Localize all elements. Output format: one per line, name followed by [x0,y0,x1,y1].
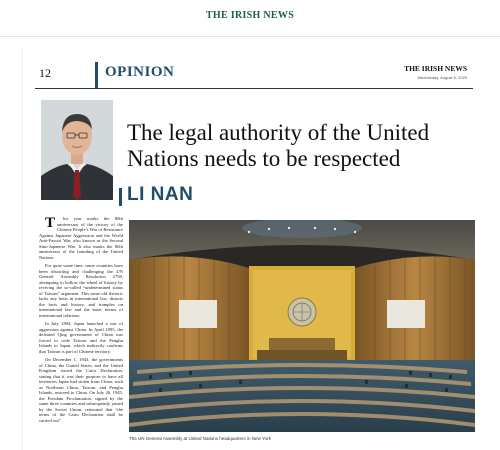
article-headline: The legal authority of the United Nations needs to be respected [127,120,430,171]
author-portrait [41,100,113,200]
author-portrait-image [41,100,113,200]
drop-cap: T [45,216,56,231]
author-byline: LI NAN [127,184,194,205]
article-paragraph: For quite some time, some countries have been distorting and challenging the UN General Assembly Resolution 2758, attempting to hollow the wheel of history by reviving the so-called “undetermined status of Taiwan” argument. This same old rhetoric lacks any basis in international law, distorts the facts and history, and tramples on international law and the basic norms of international relations. [39,263,123,318]
photo-caption: The UN General Assembly at United Nations headquarters in New York [129,436,271,441]
assembly-hall-photo [129,220,475,432]
page-header [35,62,473,89]
newspaper-page [22,48,483,450]
paper-name: THE IRISH NEWS [404,64,467,73]
paper-date: Wednesday, August 6, 2025 [417,75,467,80]
site-masthead[interactable]: THE IRISH NEWS [205,10,295,21]
article-paragraph-text: his year marks the 80th anniversary of the victory of the Chinese People’s War of Resistance Against Japanese Aggression and the World Anti-Fascist War, also known as the Second Sino-Japanese War. It also marks the 80th anniversary of the founding of the United Nations. [39,216,123,260]
article-body [39,216,123,450]
page-number: 12 [39,66,51,80]
site-header [0,0,500,37]
article-paragraph: In July 1894, Japan launched a war of aggression against China. In April 1895, the defeated Qing government of China was forced to cede Taiwan and the Penghu Islands to Japan, which indirectly confirms that Taiwan is part of Chinese territory. [39,321,123,354]
un-emblem-icon [288,298,316,326]
article-paragraph: On December 1, 1943, the governments of China, the United States, and the United Kingdom issued the Cairo Declaration, stating that it was their purpose to have all territories Japan had stolen from China, such as Northeast China, Taiwan, and Penghu Islands, restored to China. On July 26, 1945, the Potsdam Proclamation, signed by the same three countries and subsequently joined by the Soviet Union, reiterated that “the terms of the Cairo Declaration shall be carried out”. [39,357,123,423]
section-bar [95,62,98,88]
article-paragraph [39,216,123,260]
assembly-hall-image [129,220,475,432]
section-name: OPINION [105,64,175,80]
byline-bar [119,188,122,206]
